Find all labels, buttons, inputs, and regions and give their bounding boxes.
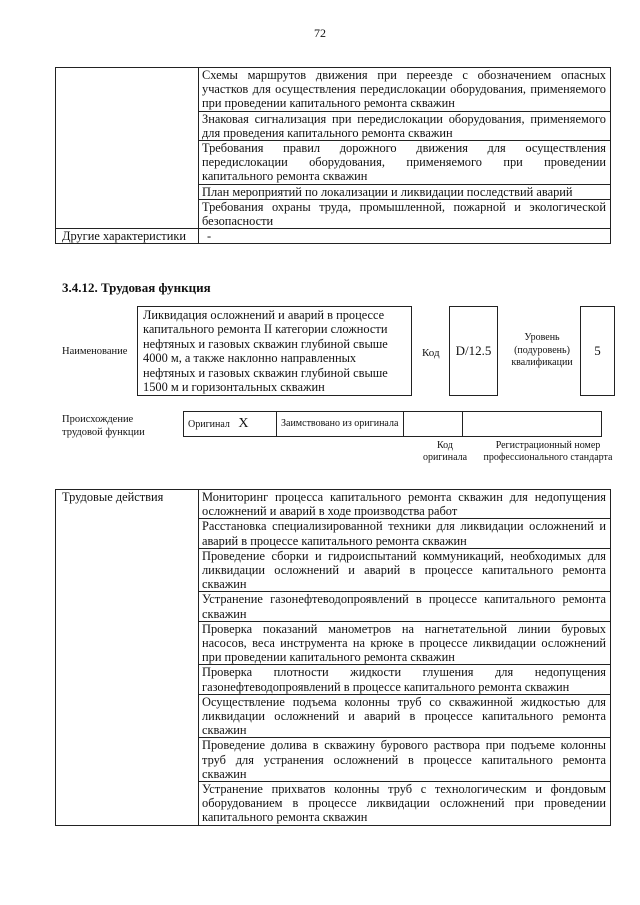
caption-code: Код оригинала	[422, 440, 468, 463]
table-cell: Требования охраны труда, промышленной, пожарной и экологической безопасности	[199, 199, 611, 228]
other-characteristics-label: Другие характеристики	[56, 229, 199, 244]
origin-original-cell	[184, 412, 277, 437]
origin-original-label: Оригинал	[188, 418, 230, 430]
table-cell: Схемы маршрутов движения при переезде с обозначением опасных участков для осуществления передислокации оборудования, применяемого при проведении капитального ремонта скважин	[199, 68, 611, 112]
original-code-cell	[404, 412, 463, 437]
table-cell: Проведение сборки и гидроиспытаний коммуникаций, необходимых для ликвидации осложнений и аварий в процессе капитального ремонта скважин	[199, 548, 611, 592]
table-row	[56, 229, 611, 244]
empty-label-cell	[56, 68, 199, 229]
table-row	[56, 490, 611, 519]
table-cell: Проведение долива в скважину бурового раствора при подъеме колонны труб для устранения осложнений в процессе капитального ремонта скважин	[199, 738, 611, 782]
code-box: D/12.5	[449, 306, 498, 396]
table-cell: Проверка показаний манометров на нагнетательной линии буровых насосов, веса инструмента на крюке в процессе ликвидации осложнений при проведении капитального ремонта скважин	[199, 621, 611, 665]
level-label: Уровень (подуровень) квалификации	[511, 332, 573, 368]
origin-label: Происхождение трудовой функции	[62, 414, 145, 438]
table-cell: Устранение прихватов колонны труб с технологическим и фондовым оборудованием в процессе ликвидации осложнений при проведении капитального ремонта скважин	[199, 782, 611, 826]
table-cell: Расстановка специализированной техники для ликвидации осложнений и аварий в процессе капитального ремонта скважин	[199, 519, 611, 548]
name-label: Наименование	[62, 346, 128, 357]
page-number: 72	[314, 26, 326, 40]
origin-mark: X	[238, 415, 249, 431]
registration-number-cell	[463, 412, 602, 437]
table-cell: Проверка плотности жидкости глушения для недопущения газонефтеводопроявлений в процессе капитального ремонта скважин	[199, 665, 611, 694]
code-label: Код	[422, 347, 440, 359]
section-title: 3.4.12. Трудовая функция	[62, 280, 211, 295]
table-row	[184, 412, 602, 437]
table-cell: Мониторинг процесса капитального ремонта скважин для недопущения осложнений и аварий в ходе производства работ	[199, 490, 611, 519]
caption-registration: Регистрационный номер профессионального стандарта	[483, 440, 613, 463]
origin-borrowed-cell: Заимствовано из оригинала	[277, 412, 404, 437]
function-name-box: Ликвидация осложнений и аварий в процессе капитального ремонта II категории сложности нефтяных и газовых скважин глубиной свыше 4000 м, а также наклонно направленных нефтяных и газовых скважин глубиной свыше 1500 м и горизонтальных скважин	[137, 306, 412, 396]
level-box: 5	[580, 306, 615, 396]
table-cell: Знаковая сигнализация при передислокации оборудования, применяемого для проведения капитального ремонта скважин	[199, 111, 611, 140]
table-row	[56, 68, 611, 112]
actions-table	[55, 489, 611, 826]
other-characteristics-value: -	[199, 229, 611, 244]
table-cell: Требования правил дорожного движения для осуществления передислокации оборудования, применяемого при проведении капитального ремонта скважин	[199, 141, 611, 185]
origin-table	[183, 411, 602, 437]
table-cell: План мероприятий по локализации и ликвидации последствий аварий	[199, 184, 611, 199]
knowledge-table	[55, 67, 611, 244]
actions-label: Трудовые действия	[56, 490, 199, 826]
table-cell: Осуществление подъема колонны труб со скважинной жидкостью для ликвидации осложнений и аварий в процессе капитального ремонта скважин	[199, 694, 611, 738]
table-cell: Устранение газонефтеводопроявлений в процессе капитального ремонта скважин	[199, 592, 611, 621]
